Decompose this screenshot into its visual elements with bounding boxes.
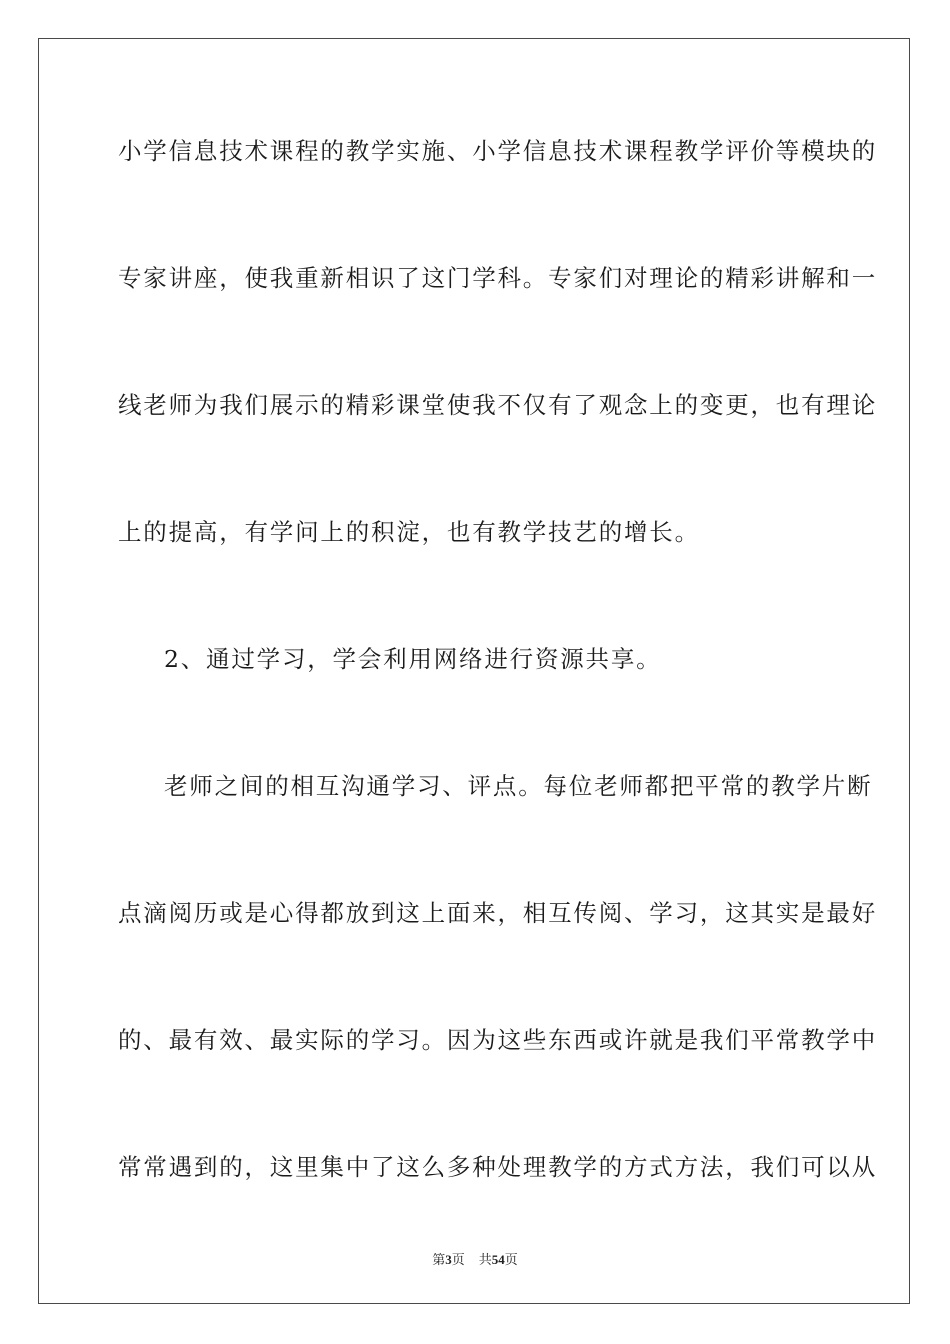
page-footer [0, 1249, 950, 1268]
paragraph-line-2: 专家讲座，使我重新相识了这门学科。专家们对理论的精彩讲解和一 [118, 264, 877, 292]
paragraph-line-8: 的、最有效、最实际的学习。因为这些东西或许就是我们平常教学中 [118, 1026, 877, 1054]
total-suffix: 页 [504, 1252, 518, 1267]
total-pages: 54 [491, 1252, 505, 1267]
paragraph-line-5: 2、通过学习，学会利用网络进行资源共享。 [164, 645, 662, 673]
total-prefix: 共 [478, 1252, 492, 1267]
paragraph-line-9: 常常遇到的，这里集中了这么多种处理教学的方式方法，我们可以从 [118, 1153, 877, 1181]
paragraph-line-1: 小学信息技术课程的教学实施、小学信息技术课程教学评价等模块的 [118, 137, 877, 165]
paragraph-line-4: 上的提高，有学问上的积淀，也有教学技艺的增长。 [118, 518, 700, 546]
page-number: 3 [445, 1252, 452, 1267]
paragraph-line-7: 点滴阅历或是心得都放到这上面来，相互传阅、学习，这其实是最好 [118, 899, 877, 927]
paragraph-line-3: 线老师为我们展示的精彩课堂使我不仅有了观念上的变更，也有理论 [118, 391, 877, 419]
page-prefix: 第 [432, 1252, 446, 1267]
paragraph-line-6: 老师之间的相互沟通学习、评点。每位老师都把平常的教学片断 [164, 772, 873, 800]
page-suffix: 页 [451, 1252, 465, 1267]
